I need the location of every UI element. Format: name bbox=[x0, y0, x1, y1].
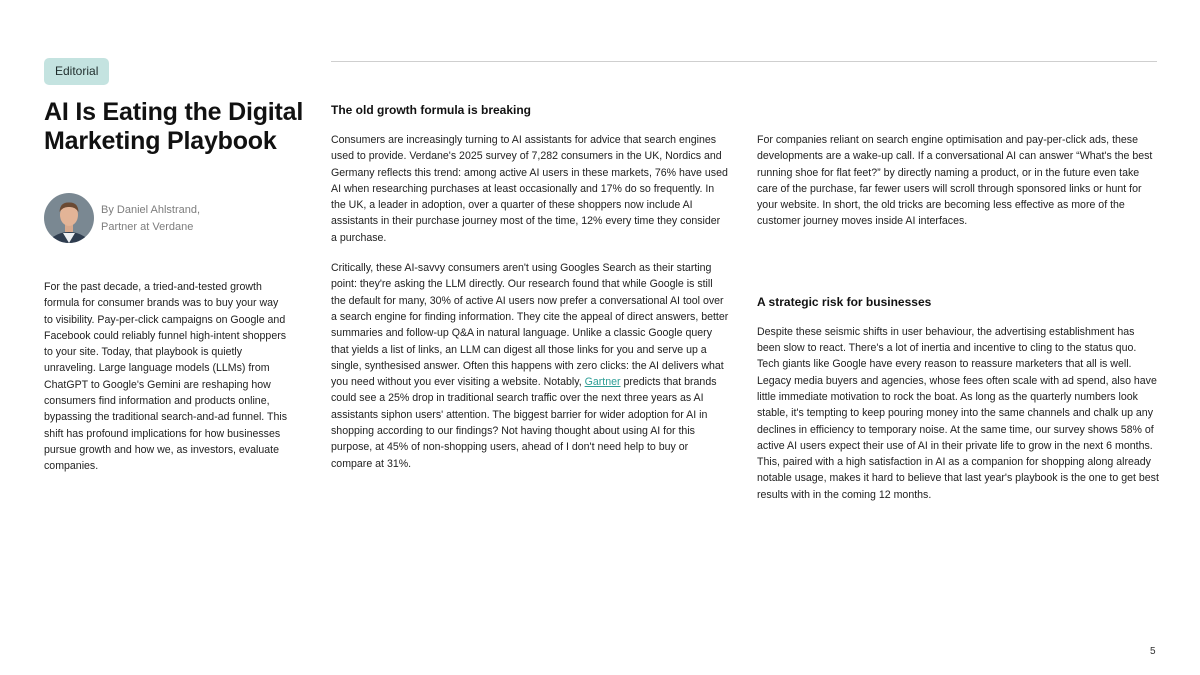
section-heading-old-growth: The old growth formula is breaking bbox=[331, 103, 532, 117]
section1-paragraph-2-start: Critically, these AI-savvy consumers aren't using Googles Search as their starting point: they're asking the LLM directly. Our research found that while Google is still the default for many, 30% of active AI users now prefer a conversational AI tool over a search engine for finding information. They cite the appeal of direct answers, better summaries and follow-up Q&A in natural language. Unlike a classic Google query that yields a list of links, an LLM can digest all those links for you and serve up a single, synthesised answer. Often this happens with zero clicks: the AI delivers what you need without you ever visiting a website. Notably, bbox=[331, 262, 729, 389]
middle-column bbox=[331, 102, 729, 472]
author-role: Partner at Verdane bbox=[101, 221, 194, 233]
section-heading-strategic-risk: A strategic risk for businesses bbox=[757, 294, 932, 309]
header-divider bbox=[331, 61, 1157, 62]
author-avatar bbox=[44, 193, 94, 243]
article-title: AI Is Eating the Digital Marketing Playbook bbox=[44, 98, 304, 155]
author-byline bbox=[101, 202, 291, 236]
editorial-tag: Editorial bbox=[44, 58, 109, 85]
section1-paragraph-2-end: predicts that brands could see a 25% drop in traditional search traffic over the next three years as AI assistants siphon users' attention. The biggest barrier for wider adoption for AI in shopping according to our findings? Not having thought about using AI for this purpose, at 45% of non-shopping users, ahead of I don't need help to buy or compare at 31%. bbox=[331, 376, 717, 470]
section1-paragraph-3: For companies reliant on search engine optimisation and pay-per-click ads, these developments are a wake-up call. If a conversational AI can answer “What's the best running shoe for flat feet?” by directly naming a product, or in the future even take care of the purchase, far fewer users will scroll through sponsored links or hunt for your website. In short, the old tricks are becoming less effective as more of the customer journey moves inside AI interfaces. bbox=[757, 134, 1153, 228]
right-column bbox=[757, 132, 1159, 503]
author-name: By Daniel Ahlstrand, bbox=[101, 204, 201, 216]
page-number: 5 bbox=[1150, 646, 1156, 657]
section1-paragraph-1: Consumers are increasingly turning to AI assistants for advice that search engines used to provide. Verdane's 2025 survey of 7,282 consumers in the UK, Nordics and Germany reflects this trend: among active AI users in these markets, 76% have used AI when researching purchases at least occasionally and 17% do so frequently. In the UK, a leader in adoption, over a quarter of these shoppers now include AI assistants in their purchase journey most of the time, 12% every time they consider a purchase. bbox=[331, 134, 728, 244]
section1-paragraph-2 bbox=[331, 260, 729, 472]
gartner-link[interactable]: Gartner bbox=[584, 376, 621, 389]
section2-paragraph-1: Despite these seismic shifts in user behaviour, the advertising establishment has been slow to react. There's a lot of inertia and incentive to cling to the status quo. Tech giants like Google have every reason to reassure marketers that all is well. Legacy media buyers and agencies, whose fees often scale with ad spend, also have little immediate motivation to rock the boat. As long as the quarterly numbers look stable, it's tempting to keep pouring money into the same channels and chalk up any declines in efficiency to temporary noise. At the same time, our survey shows 58% of active AI users expect their use of AI in their private life to grow in the next 6 months. This, paired with a high satisfaction in AI as a companion for shopping along already notable usage, makes it hard to believe that last year's playbook is the one to get best results with in the coming 12 months. bbox=[757, 325, 1159, 501]
intro-paragraph: For the past decade, a tried-and-tested growth formula for consumer brands was to buy your way to visibility. Pay-per-click campaigns on Google and Facebook could reliably funnel high-intent shoppers to your site. Today, that playbook is quietly unraveling. Large language models (LLMs) from ChatGPT to Google's Gemini are reshaping how consumers find information and products online, bypassing the traditional search-and-ad funnel. This shift has profound implications for how businesses pursue growth and how we, as investors, evaluate companies. bbox=[44, 281, 288, 473]
intro-column bbox=[44, 279, 288, 475]
